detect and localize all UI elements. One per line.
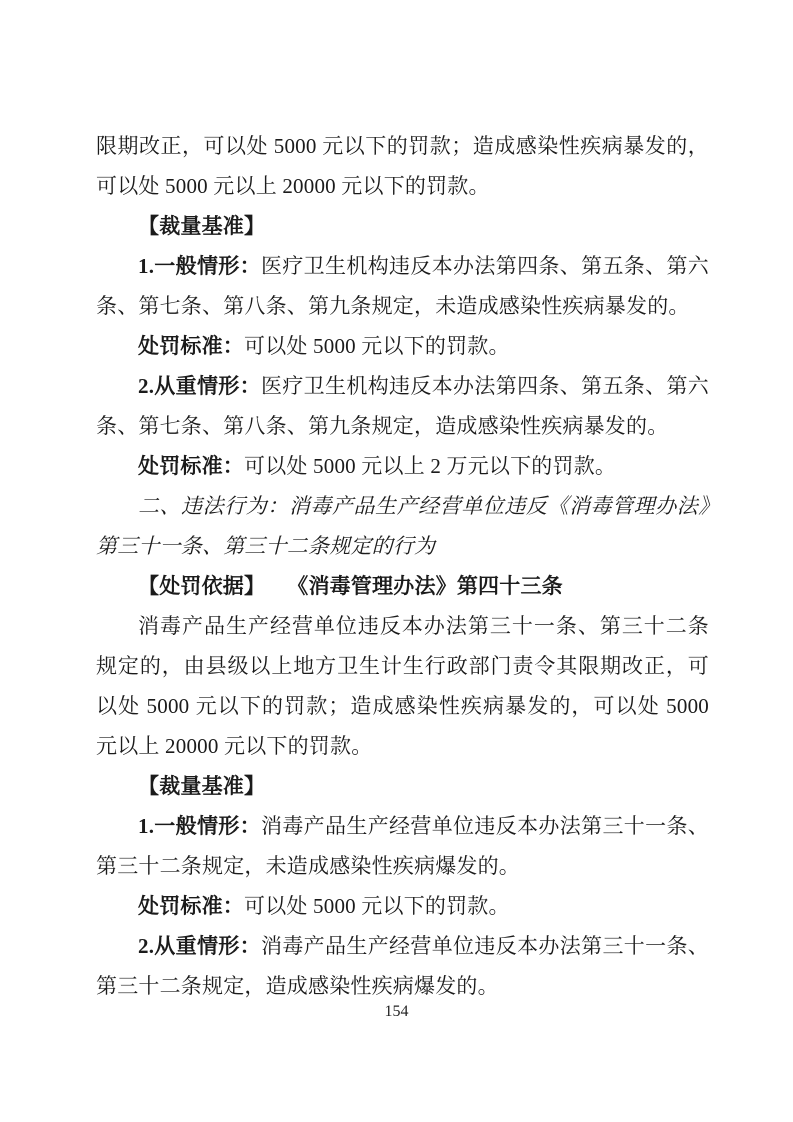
item-label: 处罚标准： <box>138 454 244 478</box>
text-run: 医疗卫生机构违反本办法第四条、第五条、第六条、第七条、第八条、第九条规定，未造成感染性疾病暴发的。 <box>96 254 709 318</box>
text-run: 可以处 5000 元以下的罚款。 <box>244 894 510 918</box>
item-label: 处罚标准： <box>138 334 244 358</box>
page-number: 154 <box>384 1003 409 1020</box>
item-label: 1.一般情形： <box>138 814 261 838</box>
item-general-circumstance-1 <box>96 246 709 326</box>
bracket-heading-text: 【裁量基准】 <box>138 774 266 798</box>
text-run: 可以处 5000 元以下的罚款。 <box>244 334 510 358</box>
item-label: 2.从重情形： <box>138 934 261 958</box>
text-run: 可以处 5000 元以上 2 万元以下的罚款。 <box>244 454 617 478</box>
heading-penalty-basis <box>96 566 709 606</box>
text-run: 二、违法行为：消毒产品生产经营单位违反《消毒管理办法》第三十一条、第三十二条规定的行为 <box>96 494 709 558</box>
heading-discretion-benchmark-1 <box>96 206 709 246</box>
heading-violation-act-2 <box>96 486 709 566</box>
text-column <box>96 126 709 1006</box>
text-run: 消毒产品生产经营单位违反本办法第三十一条、第三十二条规定，造成感染性疾病爆发的。 <box>96 934 709 998</box>
bracket-heading-text: 【裁量基准】 <box>138 214 266 238</box>
item-label: 处罚标准： <box>138 894 244 918</box>
text-run: 消毒产品生产经营单位违反本办法第三十一条、第三十二条规定的，由县级以上地方卫生计生行政部门责令其限期改正，可以处 5000 元以下的罚款；造成感染性疾病暴发的，可以处 5000 元以上 20000 元以下的罚款。 <box>96 614 709 758</box>
bracket-heading-text: 【处罚依据】 <box>138 574 266 598</box>
item-penalty-standard-2 <box>96 446 709 486</box>
item-penalty-standard-3 <box>96 886 709 926</box>
regulation-reference: 《消毒管理办法》第四十三条 <box>297 574 563 598</box>
item-aggravated-circumstance-1 <box>96 366 709 446</box>
item-penalty-standard-1 <box>96 326 709 366</box>
paragraph-penalty-continuation <box>96 126 709 206</box>
text-run: 消毒产品生产经营单位违反本办法第三十一条、第三十二条规定，未造成感染性疾病爆发的。 <box>96 814 709 878</box>
item-general-circumstance-2 <box>96 806 709 886</box>
item-label: 2.从重情形： <box>138 374 261 398</box>
item-aggravated-circumstance-2 <box>96 926 709 1006</box>
item-label: 1.一般情形： <box>138 254 261 278</box>
text-run: 医疗卫生机构违反本办法第四条、第五条、第六条、第七条、第八条、第九条规定，造成感染性疾病暴发的。 <box>96 374 709 438</box>
paragraph-article-43-text <box>96 606 709 766</box>
heading-discretion-benchmark-2 <box>96 766 709 806</box>
text-run: 限期改正，可以处 5000 元以下的罚款；造成感染性疾病暴发的，可以处 5000 元以上 20000 元以下的罚款。 <box>96 134 709 198</box>
